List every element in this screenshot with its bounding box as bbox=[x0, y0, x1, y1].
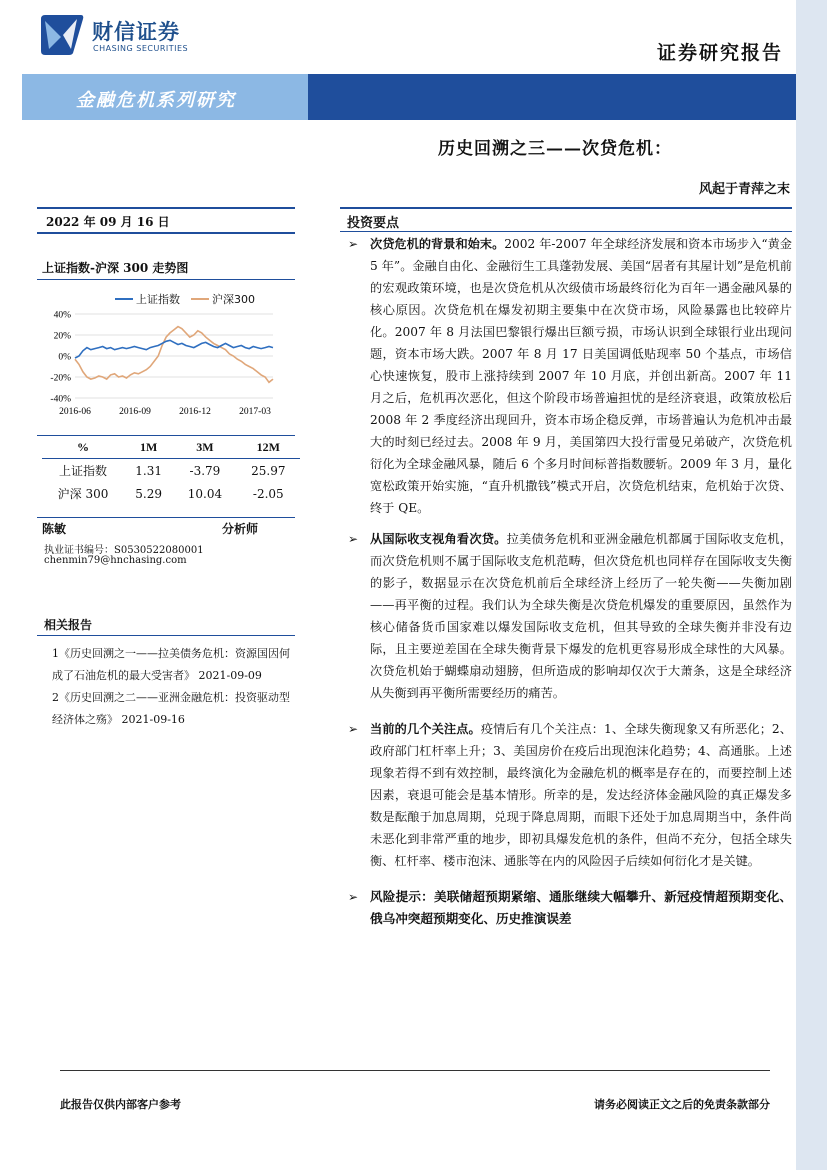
divider bbox=[37, 435, 295, 436]
legend-label-sh: 上证指数 bbox=[136, 293, 180, 306]
footer-right: 请务必阅读正文之后的免责条款部分 bbox=[594, 1098, 770, 1111]
divider bbox=[37, 207, 295, 209]
related-reports-header: 相关报告 bbox=[44, 618, 93, 632]
series-line-sh bbox=[75, 340, 273, 358]
y-tick-label: 20% bbox=[53, 331, 71, 342]
table-cell: -3.79 bbox=[189, 463, 221, 478]
y-tick-label: 0% bbox=[58, 352, 71, 363]
x-tick-label: 2017-03 bbox=[239, 407, 271, 417]
brand-name-cn: 财信证券 bbox=[92, 20, 180, 44]
legend-label-hs: 沪深300 bbox=[212, 293, 255, 306]
analyst-role: 分析师 bbox=[222, 522, 259, 536]
analyst-email[interactable]: chenmin79@hnchasing.com bbox=[44, 555, 187, 566]
bullet-body: 疫情后有几个关注点：1、全球失衡现象又有所恶化；2、政府部门杠杆率上升；3、美国房价在疫后出现泡沫化趋势；4、高通胀。上述现象若得不到有效控制，最终演化为金融危机的概率是存在的，而要控制上述因素，衰退可能会是基本情形。所幸的是，发达经济体金融风险的真正爆发多数是酝酿于加息周期，兑现于降息周期，而眼下还处于加息周期当中，条件尚未恶化到非常严重的地步，即初具爆发危机的条件，但尚不充分，包括全球失衡、杠杆率、楼市泡沫、通胀等在内的风险因子后续如何衍化才是关键。 bbox=[370, 722, 792, 868]
analyst-cert: 执业证书编号：S0530522080001 bbox=[44, 545, 204, 556]
x-tick-label: 2016-06 bbox=[59, 407, 91, 417]
report-date: 2022 年 09 月 16 日 bbox=[46, 215, 170, 229]
footer-left: 此报告仅供内部客户参考 bbox=[60, 1098, 181, 1111]
related-report-item[interactable]: 1《历史回溯之一——拉美债务危机：资源国因何成了石油危机的最大受害者》 2021-09-09 bbox=[52, 647, 290, 682]
bullet-arrow-icon: ➢ bbox=[348, 722, 359, 736]
list-item bbox=[346, 233, 792, 519]
chasing-logo-icon bbox=[37, 13, 87, 57]
table-cell: 25.97 bbox=[251, 463, 286, 478]
table-cell: 5.29 bbox=[135, 486, 162, 501]
bullet-head: 从国际收支视角看次贷。 bbox=[370, 532, 507, 546]
table-row bbox=[42, 459, 300, 483]
divider bbox=[37, 232, 295, 234]
brand-name-en: CHASING SECURITIES bbox=[93, 44, 189, 53]
page-subtitle: 风起于青萍之末 bbox=[698, 182, 790, 197]
column-header: 3M bbox=[173, 437, 236, 459]
table-cell: 1.31 bbox=[135, 463, 162, 478]
side-strip bbox=[796, 0, 827, 1170]
x-tick-label: 2016-12 bbox=[179, 407, 211, 417]
column-header: % bbox=[42, 437, 124, 459]
column-header: 1M bbox=[124, 437, 173, 459]
table-cell: 10.04 bbox=[187, 486, 223, 501]
chart-legend bbox=[115, 292, 255, 306]
divider bbox=[37, 635, 295, 636]
divider bbox=[60, 1070, 770, 1071]
y-tick-label: -40% bbox=[50, 394, 71, 405]
invest-points bbox=[346, 233, 792, 930]
invest-points-header: 投资要点 bbox=[347, 216, 400, 231]
series-title: 金融危机系列研究 bbox=[76, 90, 236, 111]
x-tick-label: 2016-09 bbox=[119, 407, 151, 417]
bullet-body: 拉美债务危机和亚洲金融危机都属于国际收支危机，而次贷危机则不属于国际收支危机范畴，但次贷危机也同样存在国际收支失衡的影子，数据显示在次贷危机前后全球经济上经历了一轮失衡——失衡加剧——再平衡的过程。我们认为全球失衡是次贷危机爆发的重要原因，虽然作为核心储备货币国家难以爆发国际收支危机，但其导致的全球失衡并非没有边际，且主要逆差国在全球失衡背景下爆发的危机更容易形成全球性的大风暴。次贷危机始于蝴蝶扇动翅膀，但所造成的影响却仅次于大萧条，这是全球经济从失衡到再平衡所需要经历的痛苦。 bbox=[370, 532, 793, 700]
divider bbox=[340, 207, 792, 209]
divider bbox=[340, 231, 792, 232]
report-type: 证券研究报告 bbox=[656, 42, 783, 64]
page-title: 历史回溯之三——次贷危机： bbox=[438, 139, 672, 159]
y-tick-label: -20% bbox=[50, 373, 71, 384]
list-item bbox=[346, 718, 792, 872]
list-item bbox=[346, 886, 792, 930]
index-chart bbox=[37, 286, 295, 421]
bullet-body: 2002 年-2007 年全球经济发展和资本市场步入“黄金 5 年”。金融自由化、金融衍生工具蓬勃发展、美国“居者有其屋计划”是危机前的宏观政策环境，也是次贷危机从次级债市场最终衍化为百年一遇金融风暴的核心原因。次贷危机在爆发初期主要集中在次贷市场，风险暴露也比较碎片化。2007 年 8 月法国巴黎银行爆出巨额亏损，市场认识到全球银行业出现问题，资本市场大跌。2007 年 8 月 17 日美国调低贴现率 50 个基点，市场信心快速恢复，股市上涨持续到 2007 年 10 月底，并创出新高。2007 年 11 月之后，危机再次恶化，但这个阶段市场普遍担忧的是经济衰退，政策放松后 2008 年 2 季度经济出现回升，资本市场企稳反弹，市场普遍认为危机冲击最大的时刻已经过去。2008 年 9 月，美国第四大投行雷曼兄弟破产，次贷危机衍化为全球金融风暴，随后 6 个多月时间标普指数腰斩。2009 年 3 月，量化宽松政策开始实施，“直升机撒钱”模式开启，次贷危机结束，危机始于次贷、终于 QE。 bbox=[370, 237, 792, 515]
table-cell: 上证指数 bbox=[58, 464, 107, 478]
analyst-name: 陈敏 bbox=[42, 522, 67, 536]
performance-table bbox=[42, 437, 300, 505]
table-cell: 沪深 300 bbox=[57, 487, 109, 501]
bullet-head: 次贷危机的背景和始末。 bbox=[370, 237, 505, 251]
divider bbox=[37, 517, 295, 518]
divider bbox=[37, 279, 295, 280]
bullet-arrow-icon: ➢ bbox=[348, 237, 359, 251]
table-row bbox=[42, 482, 300, 505]
bullet-arrow-icon: ➢ bbox=[348, 532, 359, 546]
related-report-item[interactable]: 2《历史回溯之二——亚洲金融危机：投资驱动型经济体之殇》 2021-09-16 bbox=[52, 691, 290, 726]
list-item bbox=[346, 528, 792, 704]
related-reports-list bbox=[52, 643, 300, 731]
table-cell: -2.05 bbox=[252, 486, 284, 501]
y-tick-label: 40% bbox=[53, 310, 71, 321]
bullet-arrow-icon: ➢ bbox=[348, 890, 359, 904]
chart-heading: 上证指数-沪深 300 走势图 bbox=[42, 261, 189, 275]
bullet-head: 风险提示：美联储超预期紧缩、通胀继续大幅攀升、新冠疫情超预期变化、俄乌冲突超预期变化、历史推演误差 bbox=[370, 889, 792, 926]
table-header-row bbox=[42, 437, 300, 459]
banner-dark bbox=[308, 74, 796, 120]
bullet-head: 当前的几个关注点。 bbox=[370, 722, 481, 736]
column-header: 12M bbox=[237, 437, 300, 459]
